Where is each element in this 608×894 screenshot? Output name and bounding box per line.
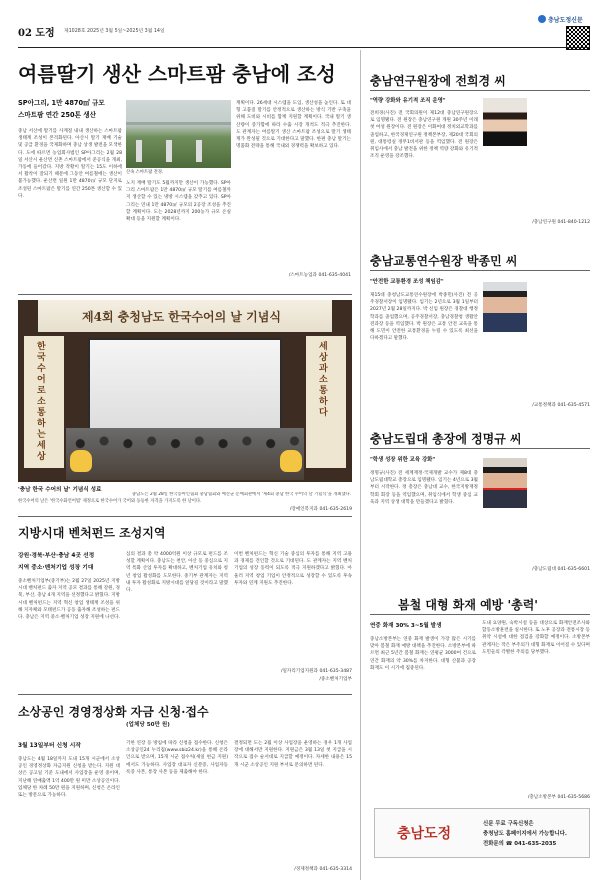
venture-col-1: 중소벤처기업부(중기부)는 2월 27일 2025년 지방시대 벤처펀드 출자 지역 공모 결과를 통해 강원, 경북, 부산, 충남 4개 지역을 선정했다고 밝혔다. 지방시대 벤처펀드는 지역 혁신 창업 생태계 조성을 위해 지자체와 모태펀드가 공동 출자해 조성하는 펀드다. 충남은 지역 중소·벤처기업 성장 지원에 나선다.: [18, 579, 120, 621]
person3-photo: [483, 458, 527, 508]
section-rule: [370, 90, 590, 91]
smallbiz-headline: 소상공인 경영정상화 자금 신청·접수: [18, 705, 209, 719]
page-header: [18, 14, 590, 38]
ceremony-side-banner-left: 한국수어로 소통하는 세상: [24, 336, 64, 468]
ceremony-banner-text: 제4회 충청남도 한국수어의 날 기념식: [82, 310, 281, 324]
strawberry-col-1: 충남 서산에 딸기를 사계절 내내 생산하는 스마트팜 생태계 조성이 본격화된다. 아산시 딸기 재배 기술 및 공급 환경을 국제화하며 충남 상생 발전을 모색한다. 도에 따르면 농업회사법인 SP아그리는 2월 28일 서산시 운산면 신촌 스마트팜에서 준공식을 개최, 가동에 들어갔다. 지방 작황이 딸기는 15도 이하에서 활착이 잘되기 때문에 그동안 여름철에는 생산이 불가능했다. 운산면 일원 1만 4870㎡ 규모 단지로 조성된 스마트팜은 딸기를 연간 250톤 생산할 수 있다.: [18, 129, 122, 199]
footer-line-3[interactable]: 전화문의 ☎ 041-635-2035: [483, 841, 557, 847]
page-label: 02 도정: [18, 28, 55, 39]
fire-subhead: 연중 화재 30% 3~5월 발생: [370, 623, 442, 629]
person2-photo: [483, 282, 527, 332]
section-rule: [18, 694, 352, 695]
venture-col-2: 심의 결과 총 약 4000억원 이상 규모로 펀드를 조성할 계획이다. 충남도는 천안, 아산 등 중심으로 지역 특화 산업 투자를 확대하고, 벤처기업 유치와 청년 창업 활성화를 도모한다. 중기부 관계자는 지역 내 투자 활성화로 지방시대를 앞당길 것이라고 말했다.: [126, 552, 228, 594]
section-rule: [18, 294, 352, 295]
subscription-box: [374, 808, 590, 858]
ceremony-photo: [18, 300, 352, 482]
person1-body-continued: [530, 98, 590, 210]
newspaper-logo: [538, 14, 592, 25]
person1-photo: [483, 98, 527, 146]
person3-body: 정명규(사진) 전 세계재정·국제개발 교수가 제8대 충남도립대학교 총장으로 임명됐다. 임기는 4년으로 3월부터 시작한다. 정 총장은 충남대 교수, 한국지방재정학회 회장 등을 역임했으며, 취임식에서 학생 중심 교육과 지역 상생 대학을 만들겠다고 밝혔다.: [370, 471, 478, 505]
strawberry-col-2: 노지 재배 딸기도 5월까지만 생산이 가능했다. SP아그리 스마트팜은 1만 4870㎡ 규모 딸기를 여름철까지 생산할 수 있는 냉방 시스템을 갖추고 있다. SP아그리는 연내 1만 4870㎡ 규모의 2공장 조성을 추진할 계획이다. 도는 2028년까지 200농가 규모 온실 확대 등을 지원할 계획이다.: [126, 181, 231, 223]
strawberry-headline: 여름딸기 생산 스마트팜 충남에 조성: [18, 62, 336, 86]
section-rule: [370, 448, 590, 449]
ceremony-caption-title: '충남 한국 수어의 날' 기념식 성료: [18, 487, 102, 493]
ceremony-screen: [88, 338, 282, 436]
strawberry-subhead-2: 스마트팜 연간 250톤 생산: [18, 111, 96, 119]
issue-info: 제1028호 2025년 3월 5일~2025년 3월 14일: [64, 29, 165, 34]
venture-headline: 지방시대 벤처펀드 조성지역: [18, 526, 166, 540]
person2-subhead: "안전한 교통환경 조성 책임감": [370, 279, 444, 285]
person1-subhead: "역량 강화와 유기적 조직 운영": [370, 98, 446, 104]
fire-col-1: 충남소방본부는 연중 화재 발생이 가장 많은 시기를 맞아 봄철 화재 예방 대책을 추진한다. 소방본부에 따르면 최근 5년간 봄철 화재는 연평균 3000여 건으로 연간 화재의 약 30%를 차지한다. 대형 산불과 공장 화재도 이 시기에 집중된다.: [370, 637, 476, 671]
strawberry-col-3: 계획이다. 26세대 시스템을 도입, 생산성을 높인다. 또 대형 고품질 딸기를 안정적으로 생산하는 방식 기반 구축을 위해 도비와 시비를 함께 지원할 계획이다. 국내 딸기 생산량이 증가함에 따라 수출 시장 개척도 적극 추진한다. 도 관계자는 여름딸기 생산 스마트팜 조성으로 딸기 생태계가 완성될 것으로 기대한다고 말했다. 한편 충남 딸기는 명품화 전략을 통해 국내외 경쟁력을 확보하고 있다.: [236, 101, 351, 150]
strawberry-photo: [126, 100, 231, 168]
venture-byline-2: /중소벤처기업부: [319, 677, 352, 682]
venture-byline-1: /일자리기업지원과 041-635-3487: [280, 669, 352, 674]
section-rule: [370, 614, 590, 615]
section-rule: [370, 270, 590, 271]
fire-byline: /충남소방본부 041-635-5686: [527, 795, 590, 800]
fire-headline: 봄철 대형 화재 예방 '총력': [398, 598, 538, 612]
person1-headline: 충남연구원장에 전희경 씨: [370, 74, 506, 88]
ceremony-caption-body: 충남도는 2월 28일 한국농아인협회 충남협회와 예산군 문예회관에서 '제4회 충남 한국 수어의 날 기념식'을 개최했다. 한국수어의 날은 '한국수화언어법' 제정으로 한국수어가 국어와 동등한 자격을 가지도록 한 날이다.: [18, 492, 352, 504]
person2-headline: 충남교통연수원장 박종민 씨: [370, 254, 518, 268]
person1-body: 전희경(사진) 전 국회의원이 제12대 충남연구원장으로 임명됐다. 전 원장은 충남연구원 개원 30주년 이래 첫 여성 원장이다. 전 원장은 이화여대 정치외교학과를 졸업하고, 한국경제연구원 정책본부장, 제20대 국회의원, 대통령실 정무1비서관 등을 역임했다. 전 원장은 취임사에서 충남 발전을 위한 정책 역량 강화와 유기적 조직 운영을 강조했다.: [370, 111, 478, 160]
logo-emblem-icon: [538, 15, 546, 23]
ceremony-stage-banner: [38, 300, 332, 332]
column-divider: [360, 50, 361, 880]
person3-byline: /충남도립대 041-635-6601: [532, 567, 590, 572]
smallbiz-byline: /경제정책과 041-635-3314: [294, 867, 352, 872]
smallbiz-subhead: 3월 13일부터 신청 시작: [18, 743, 81, 749]
smallbiz-headline-note: (업체당 50만 원): [126, 722, 170, 728]
person3-subhead: "학생 성장 위한 교육 강화": [370, 457, 436, 463]
footer-brand: 충남도정: [397, 826, 452, 842]
footer-line-1: 신문 무료 구독신청은: [483, 821, 534, 827]
venture-subhead-1: 강원·경북·부산·충남 4곳 선정: [18, 553, 95, 559]
person2-body: 제15대 충청남도교통연수원장에 박종민(사진) 전 공주경찰서장이 임명됐다. 임기는 2년으로 3월 1일부터 2027년 2월 28일까지다. 박 신임 원장은 경찰대 행정학과를 졸업했으며, 공주경찰서장, 충남경찰청 생활안전과장 등을 역임했다. 박 원장은 교통 안전 교육을 통해 도민이 안전한 교통환경을 누릴 수 있도록 최선을 다하겠다고 말했다.: [370, 293, 478, 342]
person2-byline: /교통정책과 041-635-4571: [532, 403, 590, 408]
strawberry-photo-caption: 산속 스마트팜 전경.: [126, 170, 164, 175]
logo-text: 충남도정신문: [548, 17, 583, 24]
strawberry-byline: /스마트농업과 041-635-4041: [288, 273, 351, 278]
section-rule: [18, 516, 352, 517]
person1-byline: /충남연구원 041-840-1212: [532, 220, 590, 225]
smallbiz-col-1: 충남도는 4월 18일까지 도내 15개 시군에서 소상공인 경영정상화 자금지원 신청을 받는다. 지원 대상은 공고일 기준 도내에서 사업장을 운영 중이며, 지난해 연매출액 1억 400만 원 미만 소상공인이다. 업체당 한 차례 50만 원을 지원하며, 신청은 온라인 또는 방문으로 가능하다.: [18, 757, 120, 799]
ceremony-caption-byline: /장애인복지과 041-635-2619: [289, 507, 352, 512]
header-rule: [18, 47, 590, 48]
strawberry-subhead-1: SP아그리, 1만 4870㎡ 규모: [18, 99, 105, 107]
hand-sign-right-icon: [280, 450, 302, 472]
smallbiz-col-2: 기한 연장 등 방침에 따라 신청을 접수한다. 신청은 소상공인24 누리집(www.sbiz24.kr)을 통해 온라인으로 받으며, 15개 시군 접수처(새일 현금 지원)에서도 가능하다. 사업장 대표자 신분증, 사업자등록증 사본, 통장 사본 등을 제출해야 한다.: [126, 741, 228, 775]
venture-col-3: 이번 벤처펀드는 혁신 기술 중심의 투자를 통해 지역 고용과 경제를 견인할 것으로 기대된다. 도 관계자는 지역 벤처기업의 성장 동력이 되도록 적극 지원하겠다고 밝혔다. 아울러 지역 창업 기업이 안정적으로 성장할 수 있도록 후속 투자와 연계 지원도 추진한다.: [234, 552, 352, 586]
ceremony-crowd: [66, 428, 304, 480]
fire-col-2: 도내 요양원, 숙박시설 등을 대상으로 화재안전조사와 합동소방훈련을 실시한다. 또 노후 공장과 전통시장 등 취약 시설에 대한 점검을 강화할 예정이다. 소방본부 관계자는 작은 부주의가 대형 화재로 이어질 수 있다며 도민들의 각별한 주의를 당부했다.: [482, 621, 590, 655]
footer-line-2: 충청남도 홈페이지에서 가능합니다.: [483, 831, 567, 837]
person3-headline: 충남도립대 총장에 정명규 씨: [370, 432, 522, 446]
hand-sign-left-icon: [70, 450, 92, 472]
venture-subhead-2: 지역 중소·벤처기업 성장 기대: [18, 565, 94, 571]
ceremony-side-banner-right: 세상과 소통하다: [306, 336, 346, 468]
smallbiz-col-3: 결정되면 도는 2월 이상 사업장을 운영하는 경우 1개 사업장에 대해서만 지원한다. 지원금은 3월 13일 첫 지급을 시작으로 접수 순서대로 지급할 예정이다. 자세한 내용은 15개 시군 소상공인 지원 부서로 문의하면 된다.: [234, 741, 352, 768]
